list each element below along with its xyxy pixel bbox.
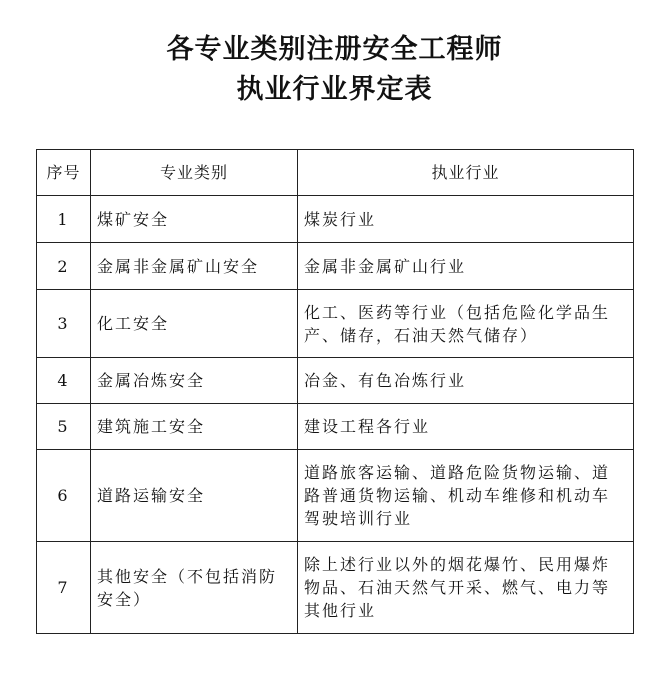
table-row — [37, 358, 634, 404]
row-industry: 化工、医药等行业（包括危险化学品生产、储存，石油天然气储存） — [298, 290, 634, 358]
title-line-2: 执业行业界定表 — [236, 74, 433, 105]
header-category: 专业类别 — [91, 150, 298, 196]
row-industry: 建设工程各行业 — [298, 404, 634, 450]
row-number: 3 — [37, 290, 91, 358]
table-row — [37, 542, 634, 634]
row-number: 1 — [37, 196, 91, 243]
row-industry: 金属非金属矿山行业 — [298, 243, 634, 290]
row-number: 7 — [37, 542, 91, 634]
row-category: 建筑施工安全 — [91, 404, 298, 450]
row-industry: 煤炭行业 — [298, 196, 634, 243]
title-line-1: 各专业类别注册安全工程师 — [166, 34, 503, 65]
table-row — [37, 404, 634, 450]
industry-definition-table — [36, 149, 634, 634]
table-row — [37, 290, 634, 358]
table-row — [37, 243, 634, 290]
document-title — [0, 30, 669, 110]
table-row — [37, 196, 634, 243]
header-industry: 执业行业 — [298, 150, 634, 196]
header-number: 序号 — [37, 150, 91, 196]
row-industry: 冶金、有色冶炼行业 — [298, 358, 634, 404]
row-category: 煤矿安全 — [91, 196, 298, 243]
row-number: 4 — [37, 358, 91, 404]
row-category: 化工安全 — [91, 290, 298, 358]
row-industry: 除上述行业以外的烟花爆竹、民用爆炸物品、石油天然气开采、燃气、电力等其他行业 — [298, 542, 634, 634]
row-category: 金属非金属矿山安全 — [91, 243, 298, 290]
row-number: 6 — [37, 450, 91, 542]
row-industry: 道路旅客运输、道路危险货物运输、道路普通货物运输、机动车维修和机动车驾驶培训行业 — [298, 450, 634, 542]
table-row — [37, 450, 634, 542]
row-category: 道路运输安全 — [91, 450, 298, 542]
table-header-row — [37, 150, 634, 196]
row-category: 其他安全（不包括消防安全） — [91, 542, 298, 634]
row-number: 5 — [37, 404, 91, 450]
row-category: 金属冶炼安全 — [91, 358, 298, 404]
row-number: 2 — [37, 243, 91, 290]
